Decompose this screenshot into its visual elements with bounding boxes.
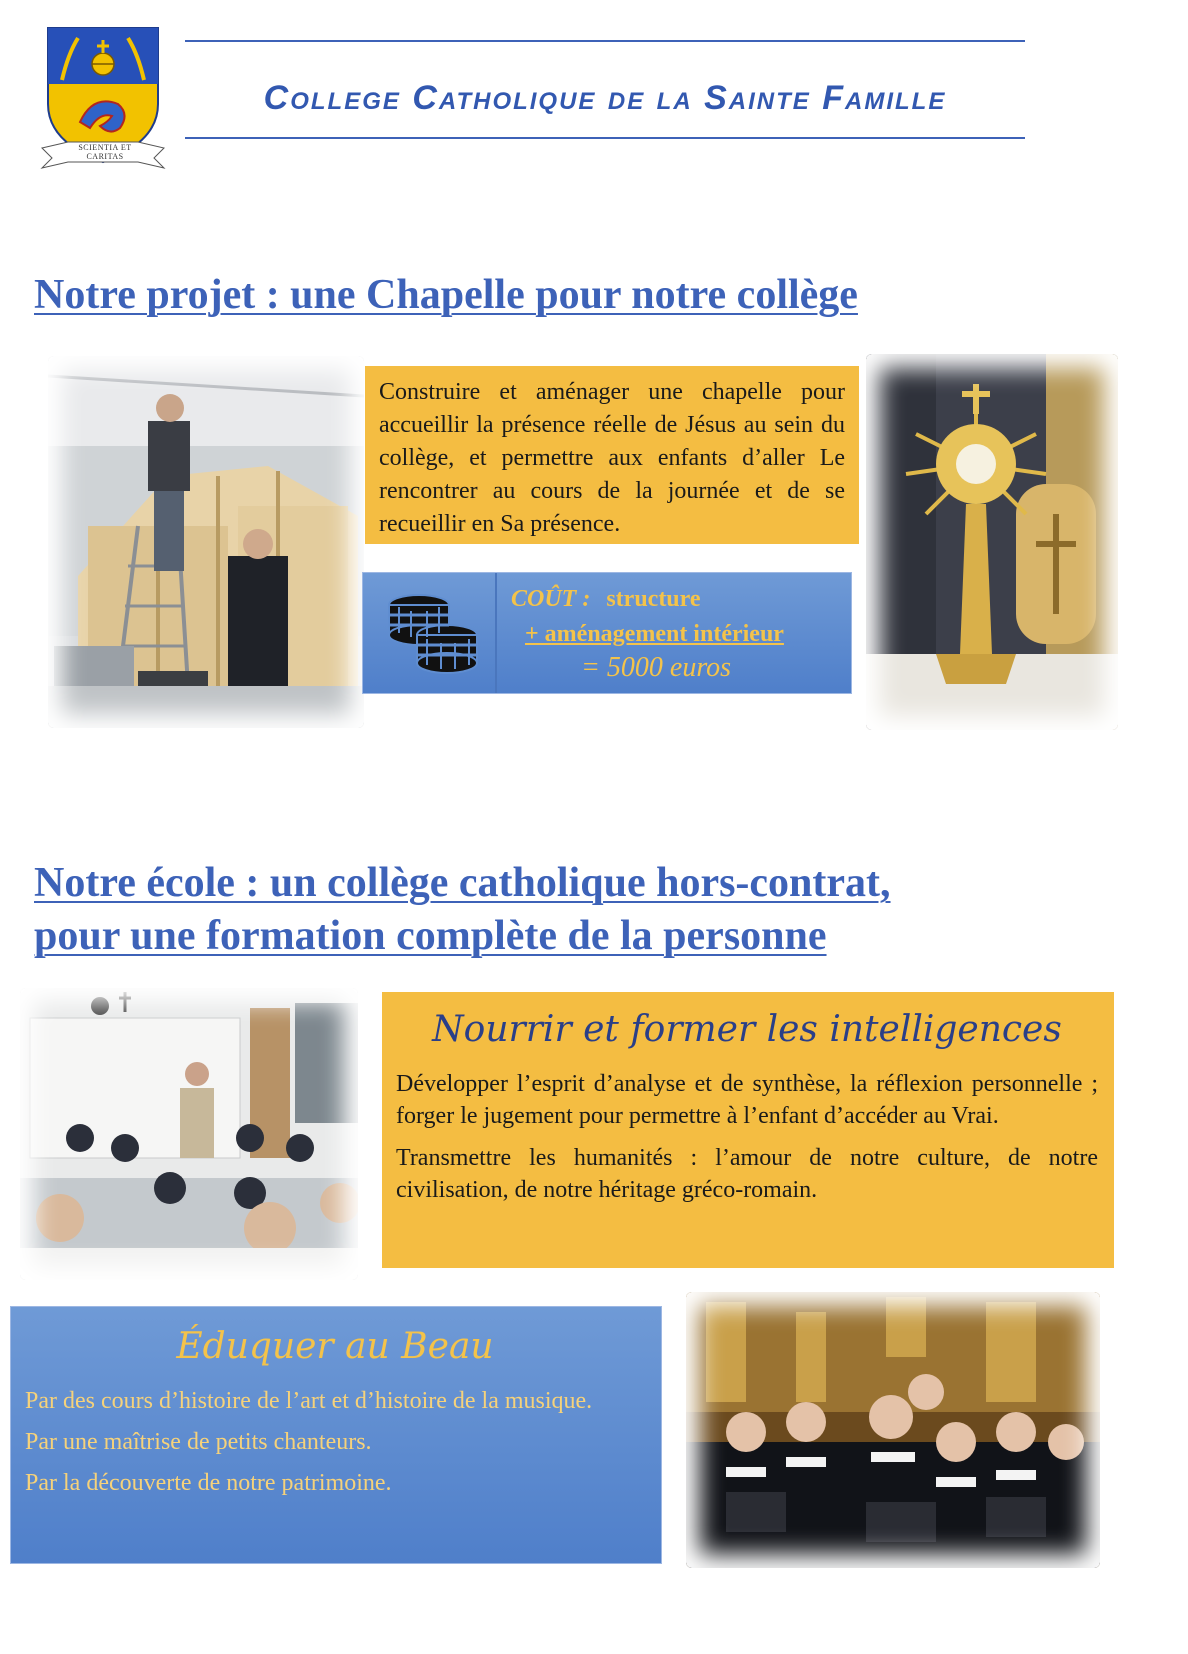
intelligence-para1: Développer l’esprit d’analyse et de synthèse, la réflexion personnelle ; forger le jugement pour permettre à l’enfant d’accéder au Vrai.: [396, 1071, 1098, 1129]
cost-interior: + aménagement intérieur: [525, 621, 784, 647]
intelligence-box: [382, 992, 1114, 1268]
beauty-heading: Éduquer au Beau: [176, 1326, 494, 1367]
beauty-item-1: Par des cours d’histoire de l’art et d’histoire de la musique.: [25, 1388, 593, 1414]
school-motto: SCIENTIA ET CARITAS: [78, 143, 132, 161]
project-description-box: [365, 366, 859, 544]
school-title-line2: pour une formation complète de la personne: [34, 913, 827, 959]
cost-total: = 5000 euros: [581, 652, 732, 683]
header-top-rule: [185, 40, 1025, 42]
cost-box: [362, 572, 852, 694]
intelligence-heading: Nourrir et former les intelligences: [432, 1009, 1062, 1050]
beauty-item-2: Par une maîtrise de petits chanteurs.: [25, 1429, 372, 1455]
chapel-construction-photo: [48, 356, 364, 728]
school-title-line1: Notre école : un collège catholique hors-contrat,: [34, 860, 891, 906]
header-bottom-rule: [185, 137, 1025, 139]
project-title: Notre projet : une Chapelle pour notre collège: [34, 272, 858, 318]
monstrance-photo: [866, 354, 1118, 730]
beauty-item-3: Par la découverte de notre patrimoine.: [25, 1470, 392, 1496]
school-name: College Catholique de la Sainte Famille: [263, 79, 947, 117]
school-crest-logo: [38, 24, 168, 174]
classroom-photo: [20, 988, 358, 1280]
cost-structure: structure: [606, 586, 701, 612]
cost-box-divider: [495, 573, 497, 693]
beauty-box: [10, 1306, 662, 1564]
coins-stack-icon: [385, 591, 483, 675]
choir-photo: [686, 1292, 1100, 1568]
intelligence-para2: Transmettre les humanités : l’amour de notre culture, de notre civilisation, de notre héritage gréco-romain.: [396, 1145, 1098, 1203]
project-description: Construire et aménager une chapelle pour accueillir la présence réelle de Jésus au sein du collège, et permettre aux enfants d’aller Le rencontrer au cours de la journée et de se recueillir en Sa présence.: [379, 379, 845, 537]
cost-label: COÛT :: [511, 586, 591, 612]
